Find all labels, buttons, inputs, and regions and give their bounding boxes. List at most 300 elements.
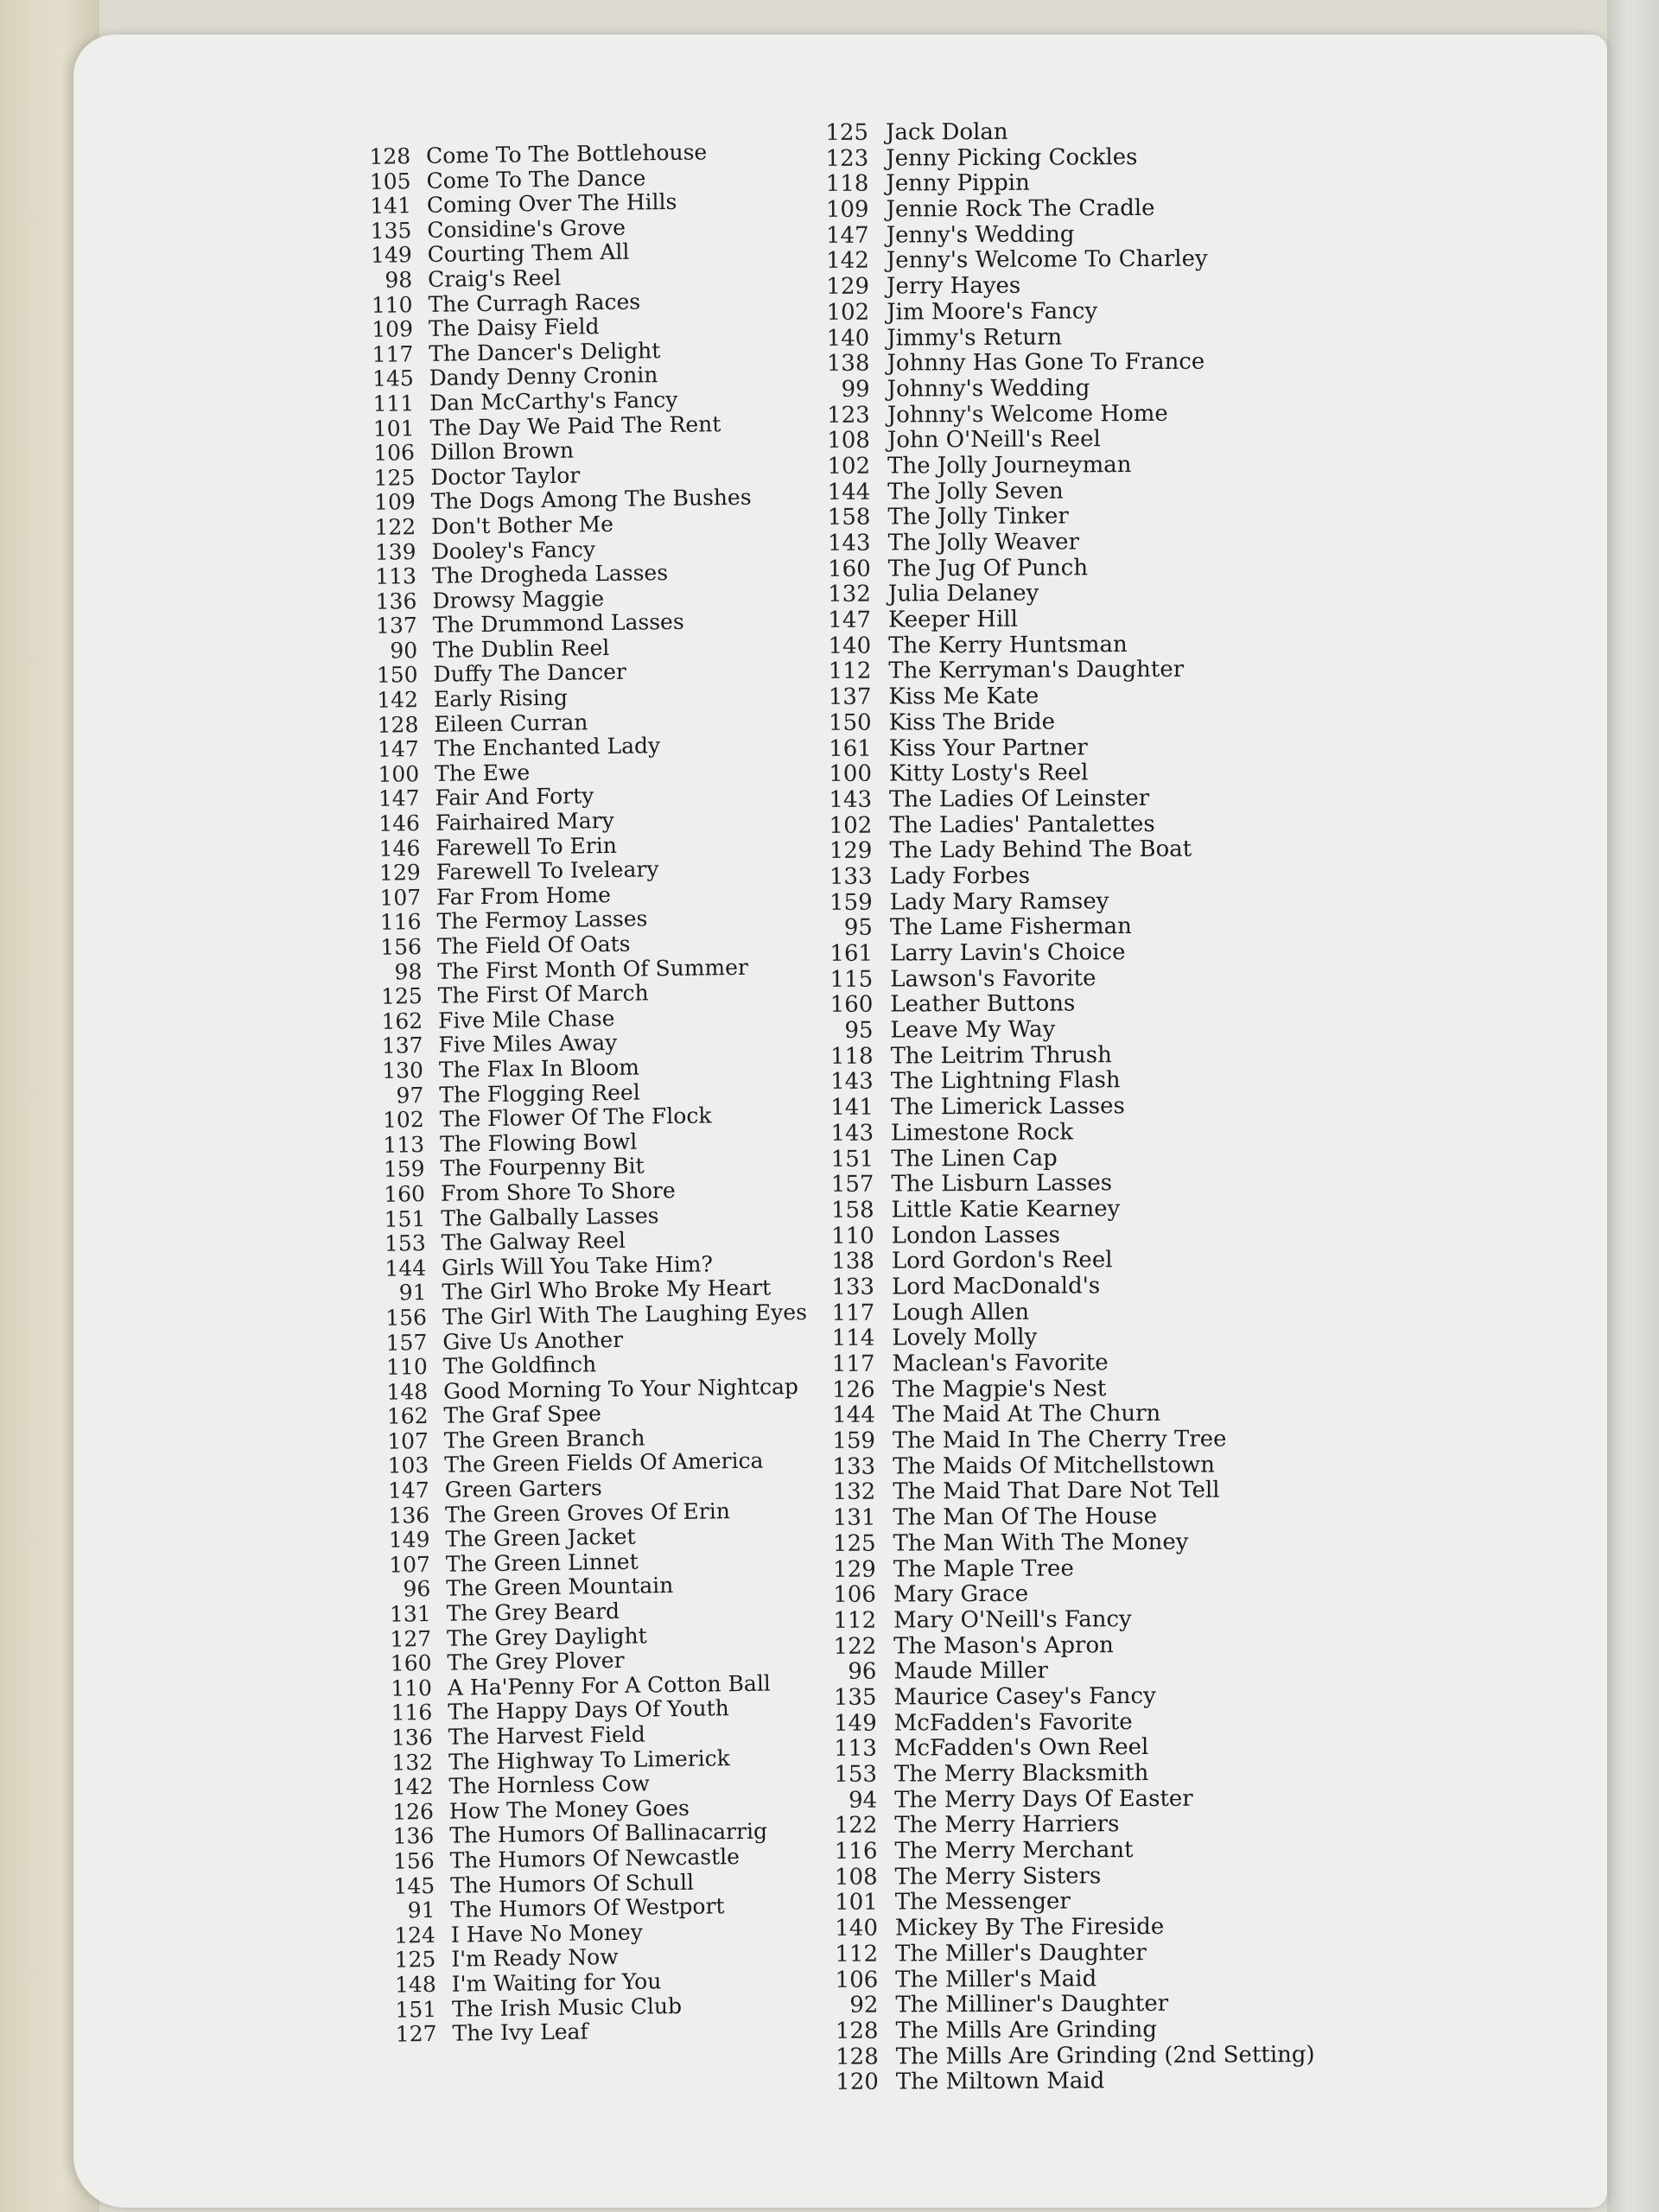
index-entry	[819, 1503, 1441, 1531]
index-entry	[820, 1580, 1442, 1608]
tune-title: Give Us Another	[442, 1326, 624, 1355]
page-number: 98	[385, 267, 413, 293]
page-number: 118	[830, 1043, 874, 1070]
index-entry	[817, 1144, 1440, 1173]
page-number: 109	[825, 196, 869, 223]
tune-title: Lawson's Favorite	[890, 964, 1096, 993]
page-number: 99	[841, 376, 870, 403]
tune-title: McFadden's Favorite	[893, 1708, 1133, 1737]
tune-title: Keeper Hill	[887, 606, 1018, 633]
tune-title: Jack Dolan	[885, 118, 1008, 146]
tune-title: Craig's Reel	[427, 264, 562, 292]
page-number: 102	[826, 299, 870, 326]
page-number: 98	[394, 958, 423, 985]
tune-title: The Field Of Oats	[436, 931, 631, 959]
index-entry	[819, 1375, 1441, 1403]
tune-title: The Girl With The Laughing Eyes	[442, 1299, 808, 1330]
page-number: 123	[827, 402, 870, 429]
page-number: 117	[831, 1300, 875, 1326]
page-number: 153	[834, 1761, 878, 1788]
index-entry	[822, 1990, 1444, 2018]
tune-title: London Lasses	[891, 1222, 1060, 1249]
index-entry	[820, 1631, 1442, 1660]
page-number: 125	[825, 119, 869, 146]
tune-title: Leave My Way	[890, 1016, 1056, 1044]
page-number: 133	[831, 1274, 875, 1300]
page-number: 115	[830, 966, 874, 993]
tune-title: The Jolly Seven	[887, 478, 1064, 505]
tune-title: The Dublin Reel	[432, 634, 610, 663]
index-entry	[814, 451, 1436, 480]
page-number: 129	[833, 1556, 876, 1583]
page-number: 114	[831, 1325, 875, 1352]
tune-title: The First Of March	[437, 980, 649, 1009]
index-entry	[813, 297, 1435, 326]
index-entry	[813, 348, 1435, 377]
tune-title: Don't Bother Me	[430, 511, 614, 539]
index-entry	[822, 1862, 1444, 1891]
page-number: 101	[372, 415, 415, 442]
index-entry	[819, 1478, 1441, 1506]
page-number: 107	[379, 884, 422, 911]
tune-title: Jennie Rock The Cradle	[886, 194, 1155, 223]
page-number: 161	[829, 735, 872, 762]
page-number: 144	[832, 1402, 875, 1429]
index-entry	[812, 118, 1434, 146]
page-number: 138	[831, 1248, 874, 1275]
index-entry	[817, 1092, 1440, 1121]
page-number: 122	[833, 1633, 877, 1660]
page-number: 113	[383, 1131, 425, 1158]
page-number: 102	[827, 453, 871, 480]
page-number: 137	[381, 1033, 423, 1059]
page-number: 160	[390, 1650, 432, 1676]
tune-title: The Galbally Lasses	[441, 1202, 659, 1231]
index-entry	[817, 1067, 1440, 1096]
page-number: 136	[392, 1823, 435, 1850]
index-entry	[820, 1605, 1442, 1634]
tune-title: The Merry Days Of Easter	[894, 1785, 1193, 1814]
page-number: 124	[394, 1922, 436, 1948]
page-number: 129	[378, 860, 421, 886]
page-number: 125	[373, 464, 416, 491]
page-number: 160	[827, 556, 871, 582]
index-entry	[816, 759, 1438, 787]
index-entry	[816, 708, 1438, 736]
page-number: 112	[828, 658, 872, 685]
tune-title: Considine's Grove	[427, 214, 626, 243]
page-number: 128	[377, 711, 419, 738]
page-number: 109	[373, 489, 416, 516]
page-number: 159	[832, 1427, 876, 1454]
page-number: 91	[398, 1280, 427, 1306]
page-number: 95	[844, 1017, 874, 1044]
index-entry	[815, 554, 1437, 582]
index-entry	[812, 194, 1434, 223]
tune-title: Lady Forbes	[889, 862, 1031, 890]
tune-title: The Harvest Field	[448, 1721, 645, 1750]
page-number: 110	[391, 1675, 433, 1701]
page-number: 161	[830, 940, 874, 967]
tune-title: The Drummond Lasses	[432, 609, 684, 639]
tune-title: Good Morning To Your Nightcap	[442, 1373, 799, 1404]
page-number: 157	[830, 1171, 874, 1198]
tune-title: Jimmy's Return	[887, 323, 1063, 352]
page-number: 126	[831, 1376, 875, 1403]
tune-title: Girls Will You Take Him?	[441, 1251, 714, 1281]
tune-title: Lovely Molly	[892, 1324, 1038, 1351]
index-entry	[814, 374, 1436, 403]
page-number: 142	[826, 248, 869, 275]
page-number: 126	[392, 1798, 435, 1825]
page-number: 110	[385, 1354, 428, 1380]
index-entry	[813, 323, 1435, 352]
index-entry	[817, 861, 1439, 890]
page-number: 109	[372, 316, 414, 342]
index-entry	[814, 503, 1436, 531]
index-entry	[813, 271, 1435, 300]
page-number: 148	[386, 1378, 429, 1405]
tune-title: Jenny Picking Cockles	[886, 143, 1138, 172]
page-number: 136	[388, 1502, 430, 1529]
page-number: 130	[382, 1058, 424, 1084]
page-number: 146	[378, 810, 421, 836]
page-number: 137	[375, 613, 417, 639]
page-number: 146	[378, 835, 421, 861]
page-number: 132	[832, 1479, 876, 1506]
index-entry	[818, 1221, 1440, 1249]
page-number: 90	[390, 637, 418, 664]
page-number: 158	[827, 504, 871, 531]
page-number: 142	[377, 687, 419, 713]
index-entry	[816, 836, 1438, 864]
index-entry	[817, 964, 1439, 993]
tune-title: Lady Mary Ramsey	[889, 887, 1109, 916]
tune-title: The Leitrim Thrush	[890, 1041, 1112, 1070]
tune-title: The Flower Of The Flock	[439, 1103, 712, 1132]
tune-title: The Drogheda Lasses	[431, 560, 669, 588]
page-number: 139	[374, 538, 416, 565]
tune-title: From Shore To Shore	[440, 1177, 676, 1206]
page-number: 147	[828, 607, 872, 633]
page-number: 102	[829, 812, 873, 839]
tune-title: Kiss Me Kate	[888, 683, 1039, 710]
tune-title: Lough Allen	[892, 1299, 1030, 1326]
tune-title: Mary O'Neill's Fancy	[893, 1605, 1132, 1634]
page-number: 111	[372, 391, 415, 416]
index-entry	[816, 785, 1438, 813]
page-number: 120	[836, 2069, 879, 2096]
page-number: 110	[831, 1223, 874, 1249]
page-number: 108	[834, 1864, 878, 1891]
next-page-edge	[1607, 0, 1659, 2212]
tune-title: The Galway Reel	[441, 1227, 626, 1255]
page-number: 135	[370, 217, 412, 244]
index-entry	[817, 938, 1439, 967]
page-number: 142	[391, 1774, 434, 1800]
tune-title: Lord Gordon's Reel	[891, 1247, 1113, 1274]
tune-title: The Humors Of Westport	[450, 1893, 725, 1923]
tune-title: Early Rising	[433, 684, 569, 712]
index-entry	[820, 1529, 1442, 1557]
tune-title: The Green Linnet	[445, 1548, 639, 1577]
index-entry	[817, 1041, 1440, 1070]
page-number: 110	[371, 291, 413, 318]
tune-title: The Jolly Weaver	[887, 529, 1080, 556]
page-number: 138	[826, 350, 870, 378]
index-entry	[819, 1452, 1441, 1480]
index-entry	[815, 580, 1437, 608]
tune-title: The Mason's Apron	[893, 1631, 1114, 1660]
tune-title: The Grey Plover	[447, 1648, 625, 1675]
index-entry	[823, 2042, 1445, 2070]
tune-title: The Highway To Limerick	[448, 1745, 731, 1775]
index-entry	[812, 169, 1434, 198]
page-number: 162	[386, 1403, 429, 1429]
index-entry	[815, 605, 1437, 633]
tune-title: Farewell To Iveleary	[435, 856, 659, 886]
index-entry	[823, 2067, 1445, 2095]
index-entry	[819, 1426, 1441, 1454]
index-entry	[822, 1888, 1444, 1916]
page-number: 125	[380, 983, 423, 1009]
tune-title: Jenny's Wedding	[886, 221, 1075, 249]
tune-title: The Mills Are Grinding	[895, 2016, 1158, 2044]
tune-title: The Miller's Daughter	[895, 1939, 1147, 1967]
index-entry	[814, 400, 1436, 429]
page-number: 101	[835, 1890, 878, 1916]
tune-title: The Man With The Money	[893, 1529, 1189, 1557]
page-number: 128	[369, 143, 411, 169]
page-number: 128	[836, 2044, 879, 2070]
page-number: 113	[834, 1735, 877, 1763]
page-number: 113	[375, 563, 417, 589]
tune-title: A Ha'Penny For A Cotton Ball	[447, 1670, 772, 1700]
index-entry	[815, 657, 1437, 685]
index-entry	[821, 1836, 1443, 1865]
tune-title: The Merry Sisters	[894, 1863, 1102, 1891]
tune-title: The Miltown Maid	[895, 2068, 1105, 2095]
tune-title: Maude Miller	[893, 1657, 1049, 1685]
index-entry	[817, 990, 1439, 1019]
index-entry	[814, 477, 1436, 505]
tune-title: Leather Buttons	[890, 990, 1076, 1018]
index-entry	[821, 1785, 1443, 1814]
page-number: 150	[828, 709, 872, 736]
tune-title: The Limerick Lasses	[890, 1093, 1125, 1121]
index-entry	[816, 810, 1438, 839]
tune-title: The Lisburn Lasses	[891, 1170, 1113, 1198]
index-entry	[823, 2016, 1445, 2044]
index-entry	[815, 631, 1437, 659]
page-number: 151	[395, 1996, 437, 2023]
page-number: 160	[830, 992, 874, 1019]
page-number: 151	[830, 1146, 874, 1173]
tune-title: The Lady Behind The Boat	[889, 836, 1192, 864]
tune-title: The Maids Of Mitchellstown	[893, 1452, 1216, 1480]
page-number: 91	[407, 1897, 435, 1923]
page-number: 140	[826, 325, 870, 352]
tune-title: Five Mile Chase	[437, 1005, 615, 1033]
tune-title: The Miller's Maid	[895, 1965, 1097, 1993]
tune-title: The Humors Of Schull	[449, 1869, 695, 1898]
tune-title: Come To The Bottlehouse	[425, 139, 708, 168]
page-number: 160	[384, 1180, 426, 1207]
page-number: 136	[391, 1724, 433, 1751]
page-number: 95	[843, 914, 873, 942]
page-number: 105	[369, 168, 411, 194]
tune-title: The First Month Of Summer	[437, 954, 749, 984]
index-entry	[820, 1554, 1442, 1583]
page-number: 140	[835, 1915, 879, 1942]
tune-title: The Grey Beard	[446, 1598, 620, 1626]
index-entry	[821, 1759, 1443, 1788]
tune-title: The Fermoy Lasses	[436, 906, 648, 935]
tune-title: The Flowing Bowl	[439, 1128, 638, 1157]
tune-title: The Kerry Huntsman	[888, 631, 1128, 659]
index-entry	[822, 1913, 1444, 1942]
tune-title: Courting Them All	[427, 239, 630, 268]
tune-title: The Man Of The House	[893, 1503, 1158, 1531]
page-number: 118	[825, 171, 869, 198]
page-number: 106	[835, 1967, 879, 1993]
index-entry	[817, 913, 1439, 942]
index-entry	[822, 1939, 1444, 1967]
tune-title: The Goldfinch	[442, 1351, 597, 1379]
page-number: 143	[830, 1120, 874, 1147]
tune-title: The Enchanted Lady	[434, 733, 661, 762]
page-number: 158	[830, 1197, 874, 1224]
page-number: 147	[387, 1478, 429, 1503]
tune-title: McFadden's Own Reel	[893, 1734, 1149, 1762]
tune-title: Come To The Dance	[426, 164, 646, 194]
tune-title: The Maid That Dare Not Tell	[893, 1477, 1220, 1505]
index-entry	[817, 887, 1439, 916]
page-number: 100	[829, 760, 873, 788]
tune-title: Drowsy Maggie	[432, 585, 605, 613]
tune-title: The Dogs Among The Bushes	[430, 485, 752, 515]
page-number: 135	[833, 1684, 877, 1711]
page-number: 156	[385, 1304, 428, 1331]
tune-title: The Girl Who Broke My Heart	[442, 1274, 772, 1306]
tune-title: Far From Home	[435, 881, 612, 910]
page-number: 125	[394, 1947, 436, 1973]
index-entry	[816, 734, 1438, 762]
page-number: 116	[379, 909, 422, 936]
tune-title: Maclean's Favorite	[892, 1350, 1109, 1377]
tune-title: The Humors Of Newcastle	[449, 1844, 741, 1873]
page-number: 132	[828, 582, 871, 608]
tune-title: The Green Groves Of Erin	[444, 1497, 731, 1528]
tune-title: The Merry Harriers	[894, 1811, 1120, 1839]
tune-title: The Lightning Flash	[890, 1067, 1121, 1095]
page-number: 92	[849, 1992, 879, 2018]
tune-title: The Ladies Of Leinster	[889, 785, 1150, 813]
tune-title: I'm Ready Now	[451, 1944, 619, 1973]
page-number: 122	[374, 514, 416, 540]
page-number: 96	[848, 1658, 877, 1686]
page-number: 128	[835, 2018, 879, 2044]
index-entry	[822, 1965, 1444, 1993]
tune-title: The Flax In Bloom	[438, 1054, 640, 1083]
page-number: 112	[835, 1941, 879, 1967]
page-number: 108	[827, 427, 871, 454]
page-number: 125	[832, 1530, 876, 1557]
tune-title: Mickey By The Fireside	[894, 1914, 1165, 1942]
tune-title: Little Katie Kearney	[891, 1196, 1121, 1224]
page-number: 147	[377, 736, 419, 763]
tune-title: The Hornless Cow	[448, 1770, 651, 1799]
index-entry	[817, 1169, 1440, 1198]
index-entry	[817, 1118, 1440, 1147]
page-number: 127	[390, 1625, 432, 1652]
tune-title: Coming Over The Hills	[426, 189, 677, 219]
tune-title: I Have No Money	[450, 1919, 644, 1948]
tune-title: The Green Branch	[443, 1425, 645, 1453]
tune-title: The Ewe	[434, 760, 531, 786]
page-number: 147	[378, 785, 420, 812]
tune-title: Dooley's Fancy	[431, 536, 596, 564]
tune-title: Johnny's Welcome Home	[887, 400, 1168, 429]
index-entry	[818, 1246, 1440, 1274]
index-entry	[820, 1682, 1442, 1711]
tune-title: The Milliner's Daughter	[895, 1991, 1169, 2018]
tune-title: The Jolly Journeyman	[887, 452, 1132, 480]
index-entry	[814, 425, 1436, 454]
tune-title: The Jolly Tinker	[887, 503, 1069, 531]
tune-title: Lord MacDonald's	[891, 1273, 1101, 1300]
tune-title: The Ladies' Pantalettes	[889, 810, 1155, 839]
page-number: 106	[833, 1581, 877, 1609]
page-number: 116	[834, 1838, 878, 1865]
page-number: 144	[827, 479, 871, 505]
page-number: 137	[828, 683, 872, 711]
page-number: 112	[833, 1607, 877, 1634]
page-number: 144	[385, 1255, 427, 1281]
page-number: 159	[383, 1156, 425, 1183]
page-number: 133	[829, 863, 873, 890]
page-number: 100	[378, 760, 420, 787]
tune-title: Doctor Taylor	[430, 462, 581, 490]
page-number: 127	[395, 2021, 437, 2047]
tune-title: The Maid At The Churn	[892, 1401, 1161, 1428]
tune-title: The Curragh Races	[428, 289, 641, 317]
index-entry	[818, 1195, 1440, 1224]
page-number: 107	[387, 1427, 429, 1454]
page-number: 148	[394, 1971, 436, 1998]
book-page	[73, 35, 1607, 2208]
page-number: 117	[831, 1351, 875, 1377]
tune-title: The Dancer's Delight	[429, 337, 661, 366]
page-number: 123	[825, 145, 869, 172]
tune-title: Jenny Pippin	[886, 170, 1030, 197]
tune-title: The Grey Daylight	[446, 1623, 647, 1651]
index-entry	[812, 143, 1434, 172]
page-number: 147	[825, 222, 869, 249]
page-number: 97	[396, 1082, 424, 1109]
page-number: 96	[403, 1576, 431, 1602]
page-number: 132	[391, 1749, 434, 1776]
index-entry	[821, 1708, 1443, 1737]
page-number: 145	[372, 365, 414, 392]
tune-title: The Fourpenny Bit	[440, 1153, 645, 1182]
page-number: 116	[391, 1700, 433, 1726]
page-number: 133	[832, 1453, 876, 1480]
page-number: 159	[830, 889, 873, 916]
page-number: 143	[829, 786, 873, 813]
tune-title: The Happy Days Of Youth	[448, 1695, 729, 1726]
tune-title: The Magpie's Nest	[892, 1375, 1107, 1403]
